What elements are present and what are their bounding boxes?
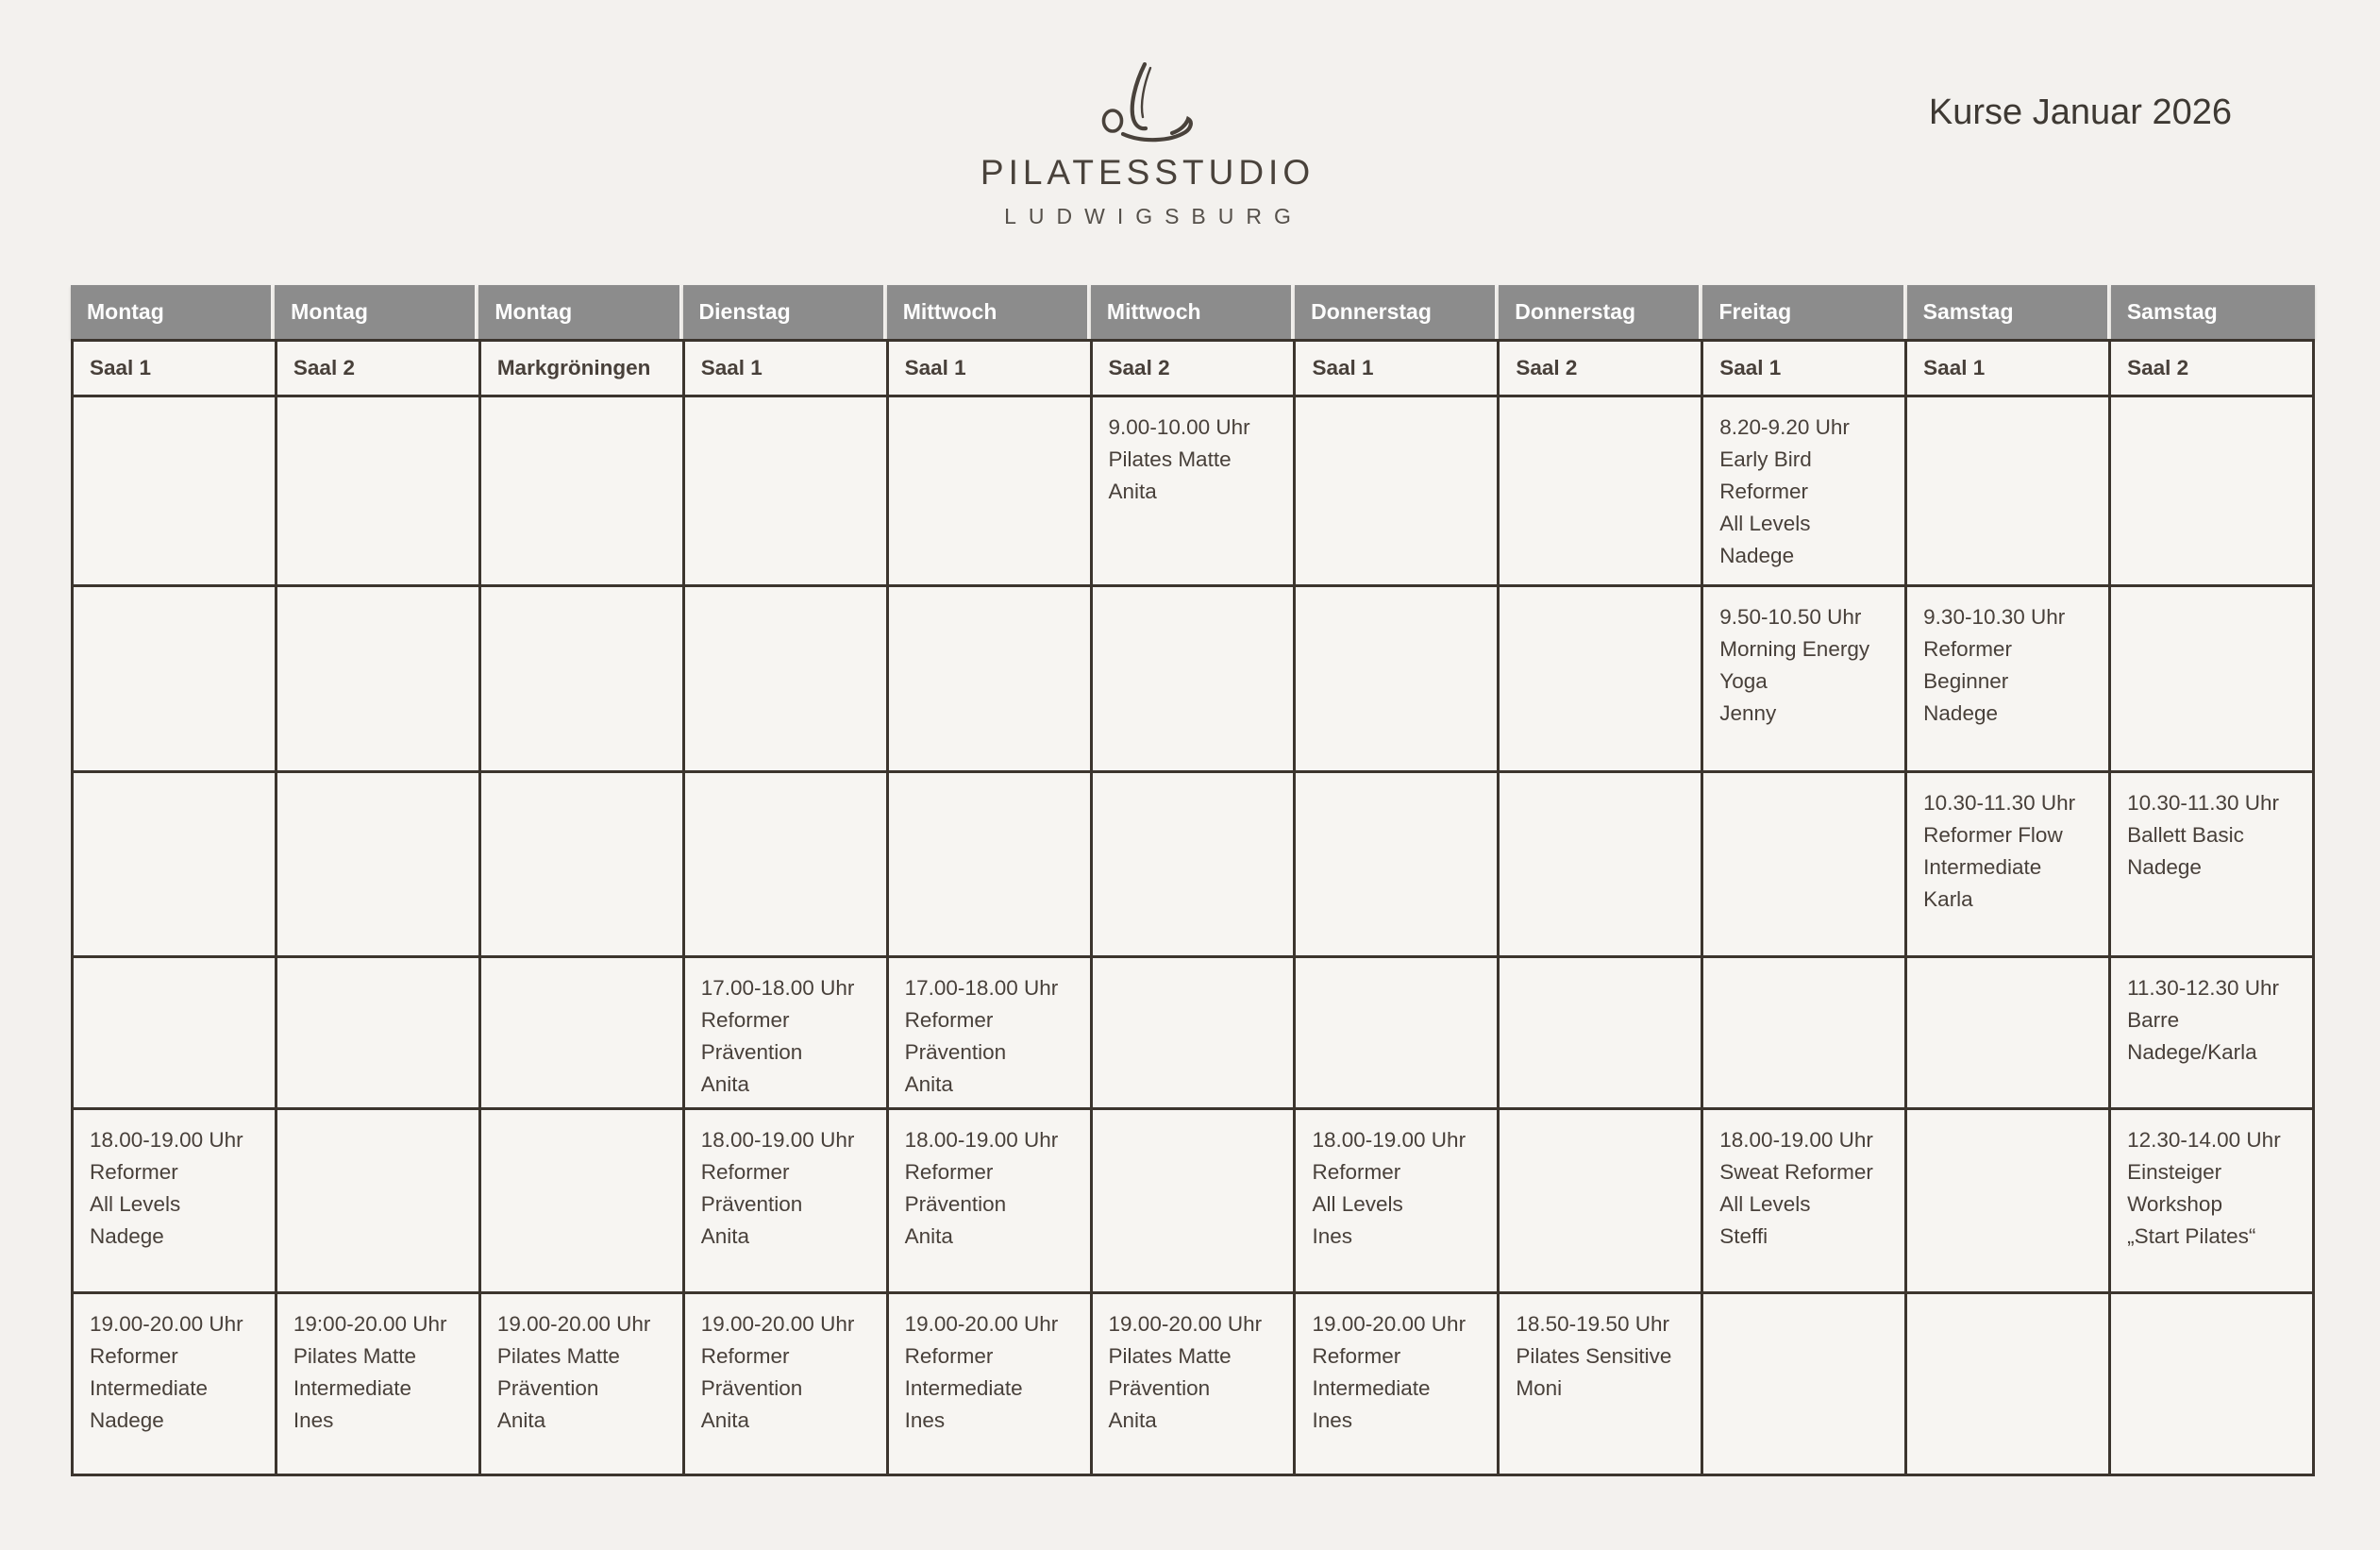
cell-line: 18.00-19.00 Uhr [1312,1128,1467,1152]
cell-line: Reformer [1719,480,1809,503]
schedule-cell-freitag-saal-1-row1 [1703,397,1907,587]
cell-line: Pilates Matte [1108,447,1232,471]
schedule-cell-mittwoch-saal-1-row4 [889,958,1093,1110]
pilates-figure-icon [1091,62,1204,145]
cell-line: Ines [904,1408,946,1432]
cell-line: Prävention [496,1376,599,1400]
schedule-cell-freitag-saal-1-row2 [1703,587,1907,773]
cell-line: 19.00-20.00 Uhr [904,1312,1059,1336]
schedule-cell-freitag-saal-1-row3 [1703,773,1907,958]
cell-line: Anita [700,1224,750,1248]
cell-line: Ines [293,1408,334,1432]
room-header-mittwoch-saal-1: Saal 1 [889,342,1093,397]
day-header-montag-0: Montag [71,285,275,339]
schedule-cell-donnerstag-saal-2-row5 [1500,1110,1703,1294]
schedule-cell-montag-saal-2-row5 [277,1110,481,1294]
cell-line: All Levels [1719,1192,1811,1216]
day-header-donnerstag-7: Donnerstag [1499,285,1702,339]
cell-line: Pilates Matte [1108,1344,1232,1368]
cell-line: Prävention [700,1040,803,1064]
logo-wordmark: PILATESSTUDIO [980,153,1316,192]
cell-line: Prävention [700,1376,803,1400]
schedule-cell-montag-markgroeningen-row2 [481,587,685,773]
schedule-cell-montag-markgroeningen-row4 [481,958,685,1110]
cell-line: Reformer [1312,1160,1401,1184]
schedule-cell-donnerstag-saal-2-row3 [1500,773,1703,958]
schedule-cell-samstag-saal-2-row6 [2111,1294,2315,1476]
cell-line: Moni [1516,1376,1563,1400]
schedule-cell-donnerstag-saal-1-row2 [1296,587,1500,773]
cell-line: Reformer [700,1160,790,1184]
schedule-cell-samstag-saal-2-row4 [2111,958,2315,1110]
cell-line: 19.00-20.00 Uhr [496,1312,651,1336]
cell-line: 12.30-14.00 Uhr [2127,1128,2281,1152]
cell-line: Ines [1312,1224,1352,1248]
schedule-cell-montag-markgroeningen-row3 [481,773,685,958]
studio-logo [968,62,1327,229]
schedule-cell-mittwoch-saal-2-row1 [1093,397,1297,587]
schedule-cell-mittwoch-saal-1-row3 [889,773,1093,958]
cell-line: Prävention [904,1040,1007,1064]
cell-line: Morning Energy [1719,637,1870,661]
schedule-cell-mittwoch-saal-2-row2 [1093,587,1297,773]
schedule-cell-samstag-saal-2-row1 [2111,397,2315,587]
day-header-freitag-8: Freitag [1702,285,1906,339]
schedule-cell-mittwoch-saal-2-row6 [1093,1294,1297,1476]
schedule-body [71,339,2315,1476]
schedule-cell-montag-saal-1-row2 [74,587,277,773]
schedule-cell-donnerstag-saal-2-row1 [1500,397,1703,587]
schedule-cell-dienstag-saal-1-row6 [685,1294,889,1476]
room-header-donnerstag-saal-2: Saal 2 [1500,342,1703,397]
schedule-cell-donnerstag-saal-2-row6 [1500,1294,1703,1476]
cell-line: Reformer [1312,1344,1401,1368]
day-header-samstag-9: Samstag [1907,285,2111,339]
day-header-donnerstag-6: Donnerstag [1295,285,1499,339]
cell-line: 9.50-10.50 Uhr [1719,605,1862,629]
cell-line: 18.00-19.00 Uhr [90,1128,243,1152]
cell-line: Intermediate [1923,855,2042,879]
room-header-freitag-saal-1: Saal 1 [1703,342,1907,397]
cell-line: 17.00-18.00 Uhr [904,976,1059,1000]
cell-line: 19.00-20.00 Uhr [1312,1312,1467,1336]
schedule-cell-montag-markgroeningen-row6 [481,1294,685,1476]
cell-line: 10.30-11.30 Uhr [2127,791,2280,815]
cell-line: Anita [700,1072,750,1096]
cell-line: 10.30-11.30 Uhr [1923,791,2076,815]
day-header-montag-1: Montag [275,285,478,339]
cell-line: All Levels [90,1192,181,1216]
schedule-cell-mittwoch-saal-2-row5 [1093,1110,1297,1294]
schedule-table [71,285,2315,1476]
room-header-samstag-saal-2: Saal 2 [2111,342,2315,397]
schedule-cell-montag-markgroeningen-row5 [481,1110,685,1294]
schedule-cell-montag-saal-1-row5 [74,1110,277,1294]
cell-line: Intermediate [90,1376,209,1400]
schedule-cell-dienstag-saal-1-row2 [685,587,889,773]
schedule-cell-donnerstag-saal-1-row1 [1296,397,1500,587]
schedule-cell-samstag-saal-1-row6 [1907,1294,2111,1476]
cell-line: Nadege [1923,701,1998,725]
day-header-montag-2: Montag [478,285,682,339]
cell-line: 9.30-10.30 Uhr [1923,605,2066,629]
cell-line: Nadege/Karla [2127,1040,2257,1064]
cell-line: 19:00-20.00 Uhr [293,1312,447,1336]
day-header-row [71,285,2315,339]
cell-line: Pilates Matte [496,1344,620,1368]
cell-line: Anita [700,1408,750,1432]
cell-line: Anita [496,1408,546,1432]
schedule-cell-montag-markgroeningen-row1 [481,397,685,587]
cell-line: Reformer [1923,637,2012,661]
schedule-cell-samstag-saal-1-row2 [1907,587,2111,773]
cell-line: 11.30-12.30 Uhr [2127,976,2280,1000]
cell-line: 19.00-20.00 Uhr [1108,1312,1263,1336]
room-header-montag-saal-1: Saal 1 [74,342,277,397]
cell-line: Reformer Flow [1923,823,2063,847]
cell-line: Reformer [904,1008,994,1032]
cell-line: Reformer [904,1160,994,1184]
cell-line: Nadege [90,1224,164,1248]
schedule-cell-mittwoch-saal-1-row6 [889,1294,1093,1476]
schedule-cell-montag-saal-1-row4 [74,958,277,1110]
cell-line: Steffi [1719,1224,1768,1248]
schedule-cell-donnerstag-saal-1-row4 [1296,958,1500,1110]
cell-line: Prävention [1108,1376,1211,1400]
day-header-mittwoch-4: Mittwoch [887,285,1091,339]
schedule-cell-montag-saal-2-row6 [277,1294,481,1476]
schedule-cell-mittwoch-saal-2-row3 [1093,773,1297,958]
schedule-cell-freitag-saal-1-row5 [1703,1110,1907,1294]
schedule-cell-dienstag-saal-1-row1 [685,397,889,587]
day-header-dienstag-3: Dienstag [683,285,887,339]
logo-location: LUDWIGSBURG [1004,204,1303,228]
schedule-cell-mittwoch-saal-2-row4 [1093,958,1297,1110]
room-header-dienstag-saal-1: Saal 1 [685,342,889,397]
cell-line: 19.00-20.00 Uhr [90,1312,243,1336]
page-title: Kurse Januar 2026 [1928,93,2232,132]
cell-line: Nadege [2127,855,2202,879]
cell-line: 18.00-19.00 Uhr [904,1128,1059,1152]
cell-line: Anita [904,1072,953,1096]
schedule-cell-samstag-saal-1-row5 [1907,1110,2111,1294]
schedule-cell-samstag-saal-1-row3 [1907,773,2111,958]
schedule-cell-dienstag-saal-1-row5 [685,1110,889,1294]
schedule-cell-mittwoch-saal-1-row1 [889,397,1093,587]
schedule-cell-freitag-saal-1-row4 [1703,958,1907,1110]
cell-line: Intermediate [1312,1376,1431,1400]
cell-line: Pilates Matte [293,1344,416,1368]
cell-line: Reformer [90,1344,178,1368]
schedule-cell-samstag-saal-2-row5 [2111,1110,2315,1294]
room-header-donnerstag-saal-1: Saal 1 [1296,342,1500,397]
room-header-montag-saal-2: Saal 2 [277,342,481,397]
cell-line: Reformer [700,1344,790,1368]
schedule-cell-donnerstag-saal-1-row3 [1296,773,1500,958]
schedule-cell-freitag-saal-1-row6 [1703,1294,1907,1476]
schedule-cell-dienstag-saal-1-row4 [685,958,889,1110]
cell-line: Ballett Basic [2127,823,2244,847]
cell-line: Barre [2127,1008,2180,1032]
cell-line: Prävention [904,1192,1007,1216]
cell-line: Anita [1108,480,1157,503]
schedule-cell-samstag-saal-2-row2 [2111,587,2315,773]
cell-line: Yoga [1719,669,1768,693]
cell-line: All Levels [1719,512,1811,535]
room-header-samstag-saal-1: Saal 1 [1907,342,2111,397]
cell-line: Beginner [1923,669,2009,693]
cell-line: Karla [1923,887,1973,911]
cell-line: Intermediate [293,1376,411,1400]
cell-line: Early Bird [1719,447,1812,471]
room-header-mittwoch-saal-2: Saal 2 [1093,342,1297,397]
schedule-cell-mittwoch-saal-1-row2 [889,587,1093,773]
cell-line: 18.50-19.50 Uhr [1516,1312,1669,1336]
schedule-cell-montag-saal-2-row1 [277,397,481,587]
cell-line: 19.00-20.00 Uhr [700,1312,855,1336]
cell-line: „Start Pilates“ [2127,1224,2256,1248]
day-header-samstag-10: Samstag [2111,285,2315,339]
cell-line: Ines [1312,1408,1352,1432]
cell-line: Intermediate [904,1376,1023,1400]
cell-line: 18.00-19.00 Uhr [700,1128,855,1152]
day-header-mittwoch-5: Mittwoch [1091,285,1295,339]
cell-line: Nadege [90,1408,164,1432]
cell-line: 9.00-10.00 Uhr [1108,415,1250,439]
schedule-cell-donnerstag-saal-1-row5 [1296,1110,1500,1294]
schedule-cell-montag-saal-2-row2 [277,587,481,773]
cell-line: All Levels [1312,1192,1403,1216]
cell-line: 18.00-19.00 Uhr [1719,1128,1873,1152]
cell-line: Reformer [904,1344,994,1368]
schedule-cell-samstag-saal-2-row3 [2111,773,2315,958]
cell-line: 17.00-18.00 Uhr [700,976,855,1000]
schedule-cell-donnerstag-saal-1-row6 [1296,1294,1500,1476]
schedule-cell-montag-saal-2-row3 [277,773,481,958]
cell-line: Pilates Sensitive [1516,1344,1672,1368]
schedule-cell-montag-saal-1-row6 [74,1294,277,1476]
schedule-cell-donnerstag-saal-2-row2 [1500,587,1703,773]
cell-line: Reformer [90,1160,178,1184]
schedule-cell-montag-saal-2-row4 [277,958,481,1110]
cell-line: 8.20-9.20 Uhr [1719,415,1850,439]
schedule-cell-dienstag-saal-1-row3 [685,773,889,958]
cell-line: Workshop [2127,1192,2222,1216]
cell-line: Jenny [1719,701,1777,725]
cell-line: Einsteiger [2127,1160,2222,1184]
schedule-cell-donnerstag-saal-2-row4 [1500,958,1703,1110]
schedule-cell-samstag-saal-1-row4 [1907,958,2111,1110]
schedule-cell-samstag-saal-1-row1 [1907,397,2111,587]
cell-line: Nadege [1719,544,1795,567]
room-header-montag-markgroeningen: Markgröningen [481,342,685,397]
cell-line: Prävention [700,1192,803,1216]
cell-line: Anita [904,1224,953,1248]
schedule-cell-mittwoch-saal-1-row5 [889,1110,1093,1294]
schedule-cell-montag-saal-1-row1 [74,397,277,587]
schedule-cell-montag-saal-1-row3 [74,773,277,958]
cell-line: Reformer [700,1008,790,1032]
cell-line: Anita [1108,1408,1157,1432]
cell-line: Sweat Reformer [1719,1160,1873,1184]
